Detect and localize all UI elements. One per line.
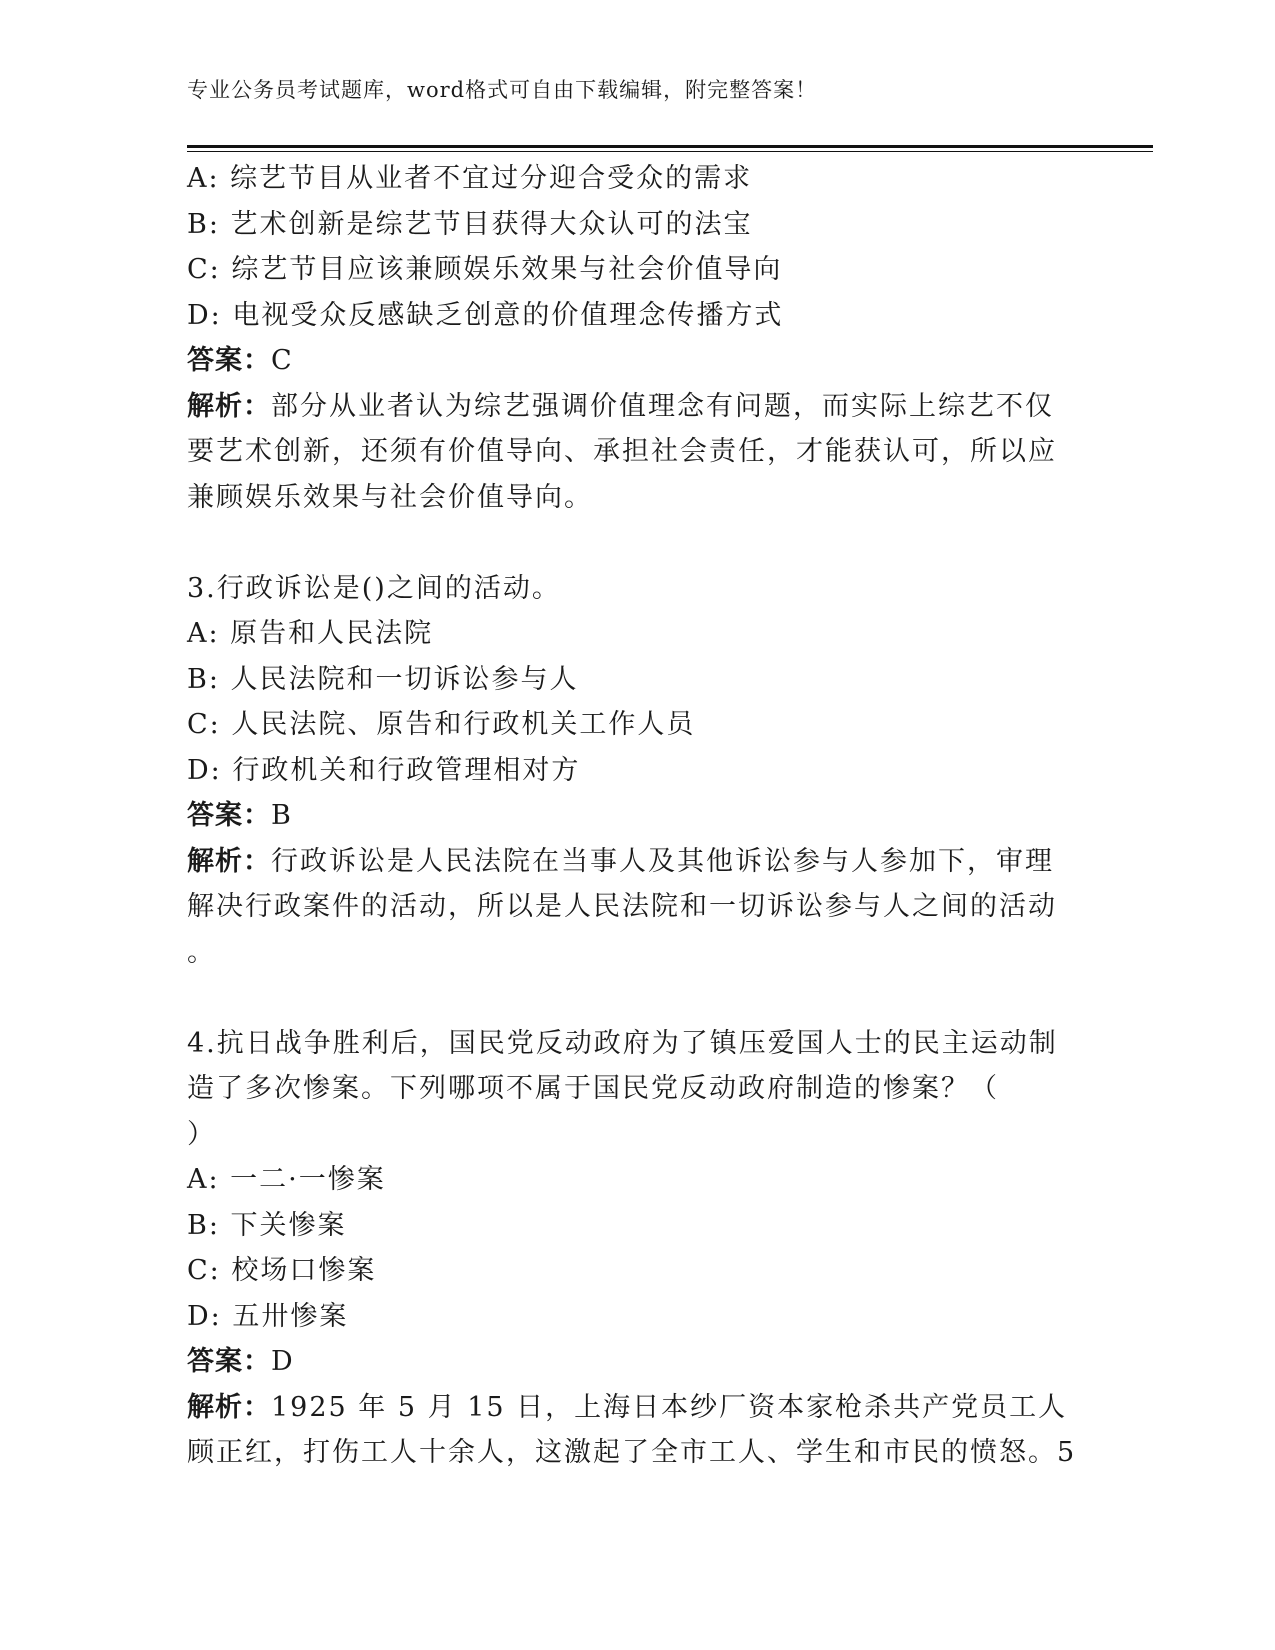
option-b: B: 下关惨案 [187,1209,347,1241]
option-b: B: 艺术创新是综艺节目获得大众认可的法宝 [187,208,753,240]
question-2-tail [187,156,1067,520]
option-b: B: 人民法院和一切诉讼参与人 [187,663,579,695]
analysis-text: 1925 年 5 月 15 日，上海日本纱厂资本家枪杀共产党员工人 [271,1391,1068,1423]
analysis-label: 解析： [187,845,271,877]
header-rule-thin [187,151,1153,152]
option-a: A: 一二·一惨案 [187,1164,386,1195]
analysis-line-3: 。 [187,936,216,968]
question-4 [187,1021,1077,1476]
question-stem-line-2: 造了多次惨案。下列哪项不属于国民党反动政府制造的惨案？（ [187,1073,999,1104]
option-c: C: 综艺节目应该兼顾娱乐效果与社会价值导向 [187,254,783,285]
analysis-text: 行政诉讼是人民法院在当事人及其他诉讼参与人参加下，审理 [271,845,1054,877]
analysis-line-1 [187,1385,1067,1431]
answer-label: 答案： [187,345,271,376]
option-a: A: 综艺节目从业者不宜过分迎合受众的需求 [187,163,753,194]
question-stem-line-1: 4.抗日战争胜利后，国民党反动政府为了镇压爱国人士的民主运动制 [187,1027,1058,1059]
spacer [187,520,1067,566]
answer-line [187,1339,1067,1385]
header-rule-thick [187,145,1153,148]
option-c: C: 校场口惨案 [187,1255,377,1286]
option-d: D: 电视受众反感缺乏创意的价值理念传播方式 [187,299,784,331]
answer-label: 答案： [187,800,271,831]
analysis-label: 解析： [187,390,271,422]
spacer [187,975,1067,1021]
analysis-label: 解析： [187,1391,271,1423]
analysis-line-2: 要艺术创新，还须有价值导向、承担社会责任，才能获认可，所以应 [187,436,1057,467]
option-a: A: 原告和人民法院 [187,618,434,649]
question-stem-line-3: ） [187,1118,216,1150]
answer-value: C [271,345,294,376]
question-stem: 3.行政诉讼是()之间的活动。 [187,572,561,604]
analysis-line-2: 顾正红，打伤工人十余人，这激起了全市工人、学生和市民的愤怒。5 [187,1437,1077,1468]
answer-label: 答案： [187,1346,271,1377]
option-c: C: 人民法院、原告和行政机关工作人员 [187,709,696,740]
answer-line [187,338,1067,384]
analysis-line-2: 解决行政案件的活动，所以是人民法院和一切诉讼参与人之间的活动 [187,891,1057,922]
answer-value: B [271,800,293,831]
answer-line [187,793,1067,839]
analysis-line-1 [187,384,1067,430]
document-body [187,156,1077,1476]
question-3 [187,566,1067,976]
option-d: D: 行政机关和行政管理相对方 [187,754,581,786]
answer-value: D [271,1346,295,1377]
analysis-line-3: 兼顾娱乐效果与社会价值导向。 [187,481,593,513]
analysis-line-1 [187,839,1067,885]
page-header: 专业公务员考试题库，word格式可自由下载编辑，附完整答案！ [187,78,818,102]
analysis-text: 部分从业者认为综艺强调价值理念有问题，而实际上综艺不仅 [271,390,1054,422]
option-d: D: 五卅惨案 [187,1300,349,1332]
